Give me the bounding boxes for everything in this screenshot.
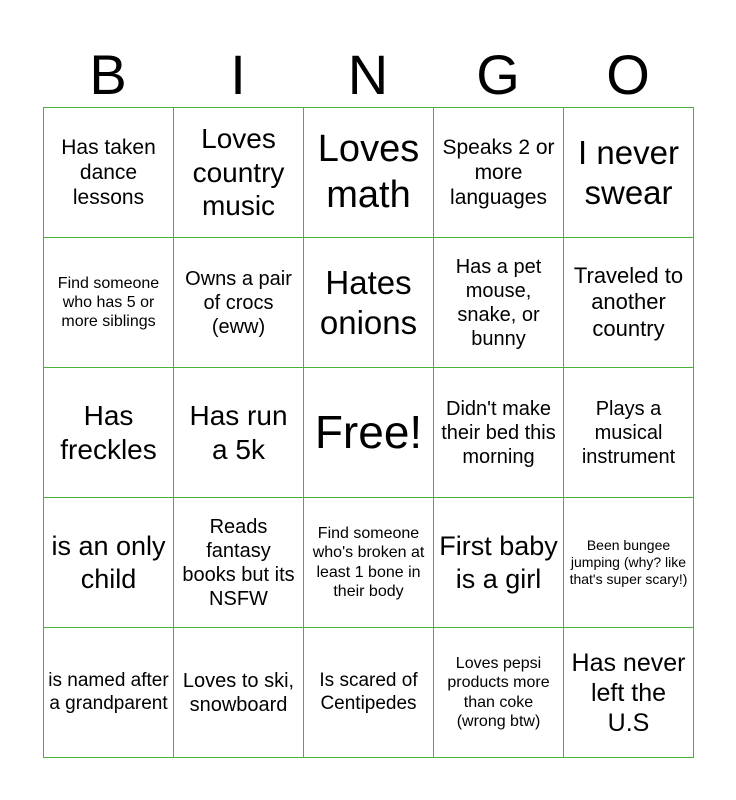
board-row-5 [44, 628, 694, 758]
bingo-cell[interactable]: Didn't make their bed this morning [434, 368, 564, 498]
bingo-cell[interactable]: Reads fantasy books but its NSFW [174, 498, 304, 628]
bingo-cell[interactable]: Has run a 5k [174, 368, 304, 498]
bingo-cell[interactable]: Owns a pair of crocs (eww) [174, 238, 304, 368]
bingo-cell[interactable]: Has never left the U.S [564, 628, 694, 758]
bingo-cell[interactable]: Is scared of Centipedes [304, 628, 434, 758]
bingo-cell[interactable]: Been bungee jumping (why? like that's super scary!) [564, 498, 694, 628]
board-row-2 [44, 238, 694, 368]
bingo-cell[interactable]: Traveled to another country [564, 238, 694, 368]
bingo-cell[interactable]: Loves pepsi products more than coke (wrong btw) [434, 628, 564, 758]
title-letter-n: N [347, 43, 389, 106]
bingo-cell[interactable]: Has freckles [44, 368, 174, 498]
bingo-cell[interactable]: Loves country music [174, 108, 304, 238]
bingo-cell[interactable]: Loves to ski, snowboard [174, 628, 304, 758]
bingo-cell[interactable]: Has taken dance lessons [44, 108, 174, 238]
title-letter-b: B [89, 43, 127, 106]
bingo-cell[interactable]: is an only child [44, 498, 174, 628]
bingo-cell[interactable]: Has a pet mouse, snake, or bunny [434, 238, 564, 368]
board-row-1 [44, 108, 694, 238]
bingo-cell[interactable]: Find someone who has 5 or more siblings [44, 238, 174, 368]
board-row-4 [44, 498, 694, 628]
board-row-3 [44, 368, 694, 498]
title-letter-i: I [230, 43, 246, 106]
bingo-cell[interactable]: I never swear [564, 108, 694, 238]
bingo-cell[interactable]: First baby is a girl [434, 498, 564, 628]
bingo-cell[interactable]: Hates onions [304, 238, 434, 368]
free-space-cell[interactable]: Free! [304, 368, 434, 498]
title-letter-g: G [476, 43, 520, 106]
bingo-board [43, 107, 694, 758]
bingo-cell[interactable]: Loves math [304, 108, 434, 238]
bingo-cell[interactable]: is named after a grandparent [44, 628, 174, 758]
bingo-cell[interactable]: Speaks 2 or more languages [434, 108, 564, 238]
bingo-cell[interactable]: Plays a musical instrument [564, 368, 694, 498]
bingo-cell[interactable]: Find someone who's broken at least 1 bone in their body [304, 498, 434, 628]
title-letter-o: O [606, 43, 650, 106]
bingo-title [43, 44, 693, 106]
